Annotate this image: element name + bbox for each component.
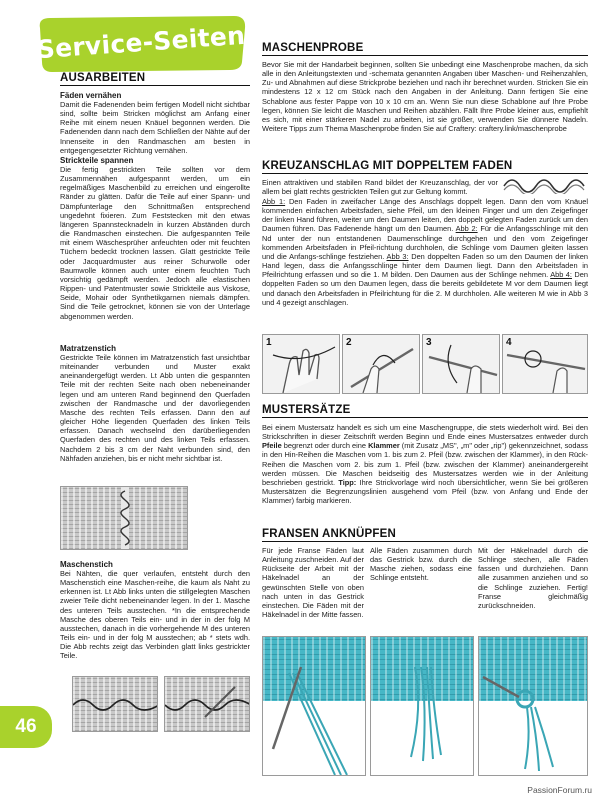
cast-on-step-3-illustration	[422, 334, 500, 394]
needle-loop-icon	[423, 335, 500, 394]
stitch-loops-right	[165, 677, 250, 732]
badge-title: Service-Seiten	[35, 20, 247, 65]
spannen-text: Die fertig gestrickten Teile sollten vor dem Zusammennähen aufgespannt werden, um ein regelmäßiges Maschenbild zu erreichen und eingerollte Ränder zu glätten. Dafür die Teile auf einer Spann- und Dämpfunterlage den Schnittmaßen entsprechend ungedehnt fixieren. Zum Feststecken mit den etwas längeren Spannstecknadeln in kurzen Abständen durch die Randmaschen einstechen. Die aufgespannten Teile mit einem Wäschesprüher anfeuchten oder mit feuchten Tüchern bedeckt trocknen lassen. Glatt gestrickte Teile oder Jacquardmuster aus reiner Schurwolle oder Baumwolle können auch unter einem feuchten Tuch vorsichtig gedämpft werden. Jedoch alle elastischen Rippen- und Patentmuster sowie Strickteile aus Viskose, Seide, Mohair oder Synthetikgarnen niemals dämpfen. Sind die Teile getrocknet, können sie von der Unterlage abgenommen werden.	[60, 165, 250, 321]
fransen-col3-text: Mit der Häkelnadel durch die Schlinge stechen, alle Fäden fassen und durchziehen. Dann alle zusammen anziehen und so die Schlinge zuziehen. Fertig! Franse gleichmäßig zurückschneiden.	[478, 546, 588, 610]
abb2-label: Abb 2:	[455, 224, 478, 234]
mustersaetze-bold-tipp: Tipp:	[338, 477, 357, 487]
faeden-heading: Fäden vernähen	[60, 91, 122, 100]
fransen-col2-text: Alle Fäden zusammen durch das Gestrick bzw. durch die Masche ziehen, sodass eine Schlinge entsteht.	[370, 546, 472, 583]
fransen-col1-text: Für jede Franse Fäden laut Anleitung zuschneiden. Auf der Rückseite der Arbeit mit der Häkelnadel an der gewünschten Stelle von oben nach unten in das Gestrick einstechen. Die Fäden mit der Häkelnadel in der Mitte fassen.	[262, 546, 364, 620]
mustersaetze-bold-klammer: Klammer	[368, 441, 400, 451]
fringe-threads-3	[479, 637, 588, 776]
mustersaetze-text-c: (mit Zusatz „MS", „m" oder „rip") gekennzeichnet, sodass in den Hin-Reihen die Maschen vom 1. bis zum 2. Pfeil (bzw. zwischen der Klammer), in den Rück-Reihen die Maschen vom 2. bis zum 1. Pfeil (bzw. zwischen der Klammer) aneinandergereiht werden müssen. Die Maschen beidseitig des Mustersatzes werden wie in der Anleitung beschrieben gestrickt.	[262, 441, 589, 487]
abb3-label: Abb 3:	[386, 251, 409, 261]
maschenprobe-text: Bevor Sie mit der Handarbeit beginnen, sollten Sie unbedingt eine Maschenprobe machen, da sich alle in den Anleitungstexten und -schemata genannten Angaben über Maschen- und Reihenzahlen, Zu- und Abnahmen auf diese Strickprobe beziehen und nach ihr berechnet wurden. Stricken Sie ein mindestens 12 x 12 cm Stück nach den Angaben in der Anleitung. Dann fertigen Sie eine Schablone aus fester Pappe von 10 x 10 cm an. Wenn Sie nun diese Schablone auf Ihre Probe legen, können Sie leicht die Maschen und Reihen abzählen. Fällt Ihre Probe kleiner aus, empfiehlt es sich, mit einer stärkeren Nadel zu arbeiten, ist sie größer, verwenden Sie dünnere Nadeln. Weitere Tipps zum Thema Maschenprobe finden Sie auf Craftery: craftery.link/maschenprobe	[262, 60, 588, 134]
abb1-label: Abb 1:	[262, 197, 286, 206]
site-watermark: PassionForum.ru	[527, 785, 592, 795]
mustersaetze-text	[262, 423, 588, 505]
fransen-heading: FRANSEN ANKNÜPFEN	[262, 528, 588, 542]
fringe-threads-1	[263, 637, 366, 776]
maschenstich-text: Bei Nähten, die quer verlaufen, entsteht durch den Maschenstich eine Maschen-reihe, die kaum als Naht zu erkennen ist. Lt Abb links unten die stillgelegten Maschen zweier Teile dicht nebeneinander legen. In der 1. Masche des unteren Teils ausstechen. *In die entsprechende Masche des oberen Teils ein- und in der in der folg M ausstechen, danach in die vorhergehende M des unteren Teils ein- und in der folg M ausstechen; ab * stets wdh. Die Abb rechts zeigt das Verbinden glatt links gestrickter Teile.	[60, 569, 250, 661]
cast-on-step-4-illustration	[502, 334, 588, 394]
mustersaetze-text-a: Bei einem Mustersatz handelt es sich um eine Maschengruppe, die stets wiederholt wird. Bei den Strickschriften in dieser Zeitschrift werden Beginn und Ende eines Mustersatzes entweder durch	[262, 423, 588, 442]
abb1-text: Den Faden in zweifacher Länge des Anschlags doppelt legen. Dann den vom Knäuel kommenden einfachen Arbeitsfaden, siehe Pfeil, um den kleinen Finger und um den Zeigefinger der linken Hand führen, weiter um den Daumen leiten, den doppelt gelegten Faden zurück um den Daumen führen. Das Fadenende hängt um den Daumen.	[262, 197, 588, 234]
kitchener-stitch-illustration-right	[164, 676, 250, 732]
abb4-text: Den doppelten Faden so um den Daumen legen, dass die bereits gebildetete M vor dem Daumen liegt und danach den Arbeitsfaden in Pfeilrichtung für die 2. M durchholen. Alle weiteren M wie in Abb 3 und 4 gezeigt anschlagen.	[262, 270, 588, 307]
maschenstich-heading: Maschenstich	[60, 560, 113, 569]
hand-icon	[263, 335, 340, 394]
mustersaetze-text-d: Ihre Strickvorlage wird noch übersichtlicher, wenn Sie bei größeren Mustersätzen die Begrenzungslinien ausgehend vom Pfeil (bzw. von Anfang und Ende der Klammer) farbig markieren.	[262, 477, 588, 506]
ausarbeiten-heading: AUSARBEITEN	[60, 72, 250, 86]
fringe-step-3-illustration	[478, 636, 588, 776]
page-margin	[0, 0, 12, 800]
page-number: 46	[0, 706, 52, 748]
maschenprobe-heading: MASCHENPROBE	[262, 42, 588, 56]
matratzen-text: Gestrickte Teile können im Matratzenstich fast unsichtbar miteinander verbunden und Muster exakt aneinandergefügt werden. Lt Abb unten die gespannten Teile mit der rechten Seite nach oben nebeneinander legen und am unteren Rand beginnend den Querfaden zwischen der Randmasche und der davorliegenden Masche des rechten Teils erfassen. Dann den auf gleicher Höhe liegenden Querfaden des linken Teils erfassen. Danach wechselnd den darüberliegenden Querfaden des rechten und des linken Teils erfassen. Nachdem 2 bis 3 cm der Naht verbunden sind, den Nähfaden anziehen, bis er nicht mehr sichtbar ist.	[60, 353, 250, 463]
fringe-threads-2	[371, 637, 474, 776]
kreuzanschlag-heading: KREUZANSCHLAG MIT DOPPELTEM FADEN	[262, 160, 588, 174]
service-badge	[34, 14, 248, 74]
step-2-number: 2	[346, 337, 352, 348]
cast-on-step-2-illustration	[342, 334, 420, 394]
cast-on-step-1-illustration	[262, 334, 340, 394]
spannen-heading: Strickteile spannen	[60, 156, 134, 165]
step-4-number: 4	[506, 337, 512, 348]
step-1-number: 1	[266, 337, 272, 348]
seam-illustration	[61, 487, 188, 550]
abb3-text: Den doppelten Faden so um den Daumen der linken Hand legen, dass die Anfangsschlinge hinter dem Daumen liegt. Dann den Arbeitsfaden in Pfeilrichtung erfassen und so die 1. M bilden. Den Daumen aus der Schlinge nehmen.	[262, 251, 588, 280]
kreuzanschlag-intro: Einen attraktiven und stabilen Rand bildet der Kreuzanschlag, der vor allem bei glatt rechts gestrickten Teilen gut zur Geltung kommt.	[262, 178, 498, 197]
fringe-step-1-illustration	[262, 636, 366, 776]
double-cast-on-edge-icon	[500, 172, 588, 194]
fringe-step-2-illustration	[370, 636, 474, 776]
faeden-text: Damit die Fadenenden beim fertigen Modell nicht sichtbar sind, sollte beim Stricken möglichst am Anfang einer Reihe mit einem neuen Knäuel begonnen werden. Die Fadenenden dann nach dem Schließen der Nähte auf der Innenseite in den Randmaschen am besten in entgegengesetzter Richtung vernähen.	[60, 100, 250, 155]
mustersaetze-bold-pfeile: Pfeile	[262, 441, 282, 451]
stitch-icon	[503, 335, 588, 394]
mattress-stitch-illustration	[60, 486, 188, 550]
step-3-number: 3	[426, 337, 432, 348]
mustersaetze-text-b: begrenzt oder durch eine	[281, 441, 369, 451]
abb2-text: Für die Anfangsschlinge mit den Nd unter der nun entstandenen Daumenschlinge durchgehen und den vom Zeigefinger kommenden Arbeitsfaden in Pfeil-richtung durchholen, die Schlinge vom Daumen gleiten lassen und die Anfangs-schlinge festziehen.	[262, 224, 588, 261]
needle-icon	[343, 335, 420, 394]
kreuzanschlag-steps-text	[262, 197, 588, 307]
stitch-loops-left	[73, 677, 158, 732]
kitchener-stitch-illustration-left	[72, 676, 158, 732]
matratzen-heading: Matratzenstich	[60, 344, 117, 353]
abb4-label: Abb 4:	[550, 270, 572, 280]
mustersaetze-heading: MUSTERSÄTZE	[262, 404, 588, 418]
